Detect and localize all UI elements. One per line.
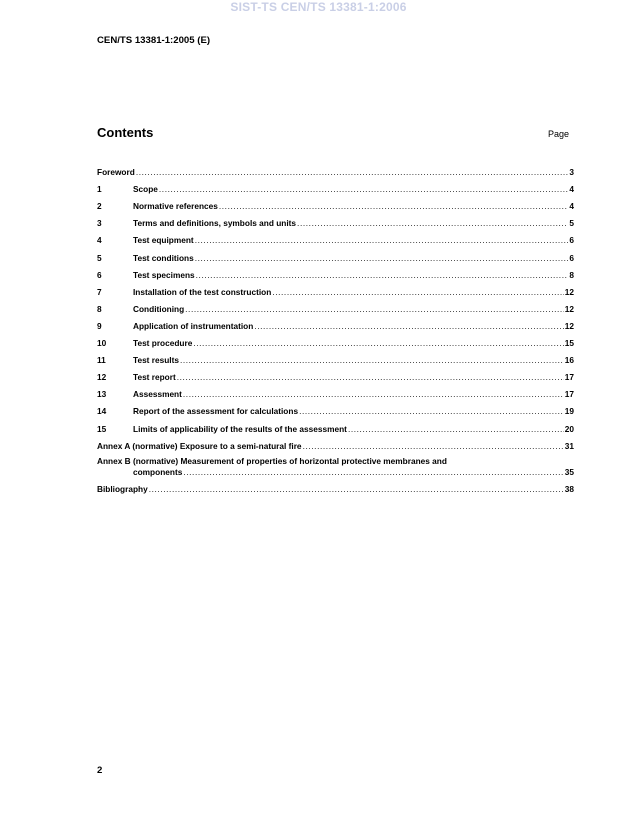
toc-entry-number: 3 xyxy=(97,218,102,229)
toc-entry-page: 12 xyxy=(564,286,574,297)
toc-entry-number: 8 xyxy=(97,303,102,314)
toc-entry-page: 20 xyxy=(564,423,574,434)
toc-entry-number: 1 xyxy=(97,184,102,195)
leader-dots xyxy=(297,217,568,229)
toc-entry[interactable] xyxy=(97,332,574,349)
leader-dots xyxy=(149,483,564,495)
toc-entry-page: 19 xyxy=(564,406,574,417)
toc-entry-title: Scope xyxy=(133,184,158,195)
toc-entry-title: Test report xyxy=(133,372,176,383)
toc-entry-title: Test specimens xyxy=(133,269,195,280)
toc-entry[interactable] xyxy=(97,417,574,434)
leader-dots xyxy=(183,467,563,478)
toc-entry[interactable] xyxy=(97,178,574,195)
toc-entry-title: Test conditions xyxy=(133,252,194,263)
leader-dots xyxy=(185,303,564,315)
toc-entry-title: Assessment xyxy=(133,389,182,400)
toc-entry-number: 12 xyxy=(97,372,107,383)
toc-entry[interactable] xyxy=(97,264,574,281)
toc-entry-number: 9 xyxy=(97,320,102,331)
toc-entry-number: 2 xyxy=(97,201,102,212)
toc-entry-number: 13 xyxy=(97,389,107,400)
toc-entry[interactable] xyxy=(97,229,574,246)
toc-entry-annex-b[interactable] xyxy=(97,456,574,478)
leader-dots xyxy=(299,405,564,417)
toc-entry-number: 6 xyxy=(97,269,102,280)
toc-entry-title: Test results xyxy=(133,355,179,366)
leader-dots xyxy=(195,252,569,264)
toc-entry-title: Conditioning xyxy=(133,303,185,314)
toc-entry-title: Bibliography xyxy=(97,483,148,494)
toc-entry-page: 17 xyxy=(564,372,574,383)
toc-entry-title: Terms and definitions, symbols and units xyxy=(133,218,297,229)
toc-entry-page: 5 xyxy=(569,218,574,229)
toc-entry-title: Annex A (normative) Exposure to a semi-natural fire xyxy=(97,440,302,451)
toc-entry-bibliography[interactable] xyxy=(97,478,574,495)
watermark: SIST-TS CEN/TS 13381-1:2006 xyxy=(230,0,407,14)
leader-dots xyxy=(183,388,564,400)
page-number: 2 xyxy=(97,765,103,776)
leader-dots xyxy=(303,440,564,452)
leader-dots xyxy=(272,286,563,298)
toc-entry-title: Foreword xyxy=(97,167,135,178)
toc-entry-page: 6 xyxy=(569,252,574,263)
leader-dots xyxy=(254,320,563,332)
toc-entry-number: 4 xyxy=(97,235,102,246)
leader-dots xyxy=(195,234,569,246)
toc-entry[interactable] xyxy=(97,315,574,332)
table-of-contents xyxy=(97,161,574,495)
toc-entry[interactable] xyxy=(97,161,574,178)
toc-entry-page: 15 xyxy=(564,338,574,349)
leader-dots xyxy=(348,423,564,435)
toc-entry-number: 11 xyxy=(97,355,106,366)
leader-dots xyxy=(219,200,569,212)
toc-entry-title: Normative references xyxy=(133,201,218,212)
toc-entry[interactable] xyxy=(97,349,574,366)
leader-dots xyxy=(177,371,564,383)
toc-entry-page: 3 xyxy=(569,167,574,178)
leader-dots xyxy=(196,269,569,281)
leader-dots xyxy=(180,354,564,366)
leader-dots xyxy=(136,166,569,178)
leader-dots xyxy=(159,183,568,195)
toc-entry-number: 10 xyxy=(97,338,107,349)
toc-entry-page: 17 xyxy=(564,389,574,400)
toc-entry-title: Application of instrumentation xyxy=(133,320,254,331)
toc-entry-title: Annex B (normative) Measurement of properties of horizontal protective membranes and xyxy=(97,455,447,466)
toc-entry-page: 38 xyxy=(564,483,574,494)
toc-entry[interactable] xyxy=(97,400,574,417)
toc-entry-number: 5 xyxy=(97,252,102,263)
toc-entry-title: Installation of the test construction xyxy=(133,286,272,297)
toc-entry-number: 14 xyxy=(97,406,107,417)
toc-entry-page: 6 xyxy=(569,235,574,246)
toc-entry-page: 12 xyxy=(564,303,574,314)
toc-entry[interactable] xyxy=(97,435,574,452)
toc-entry-title: Test procedure xyxy=(133,338,193,349)
toc-entry-number: 15 xyxy=(97,423,107,434)
toc-entry[interactable] xyxy=(97,246,574,263)
toc-entry-page: 4 xyxy=(569,201,574,212)
toc-entry-title: Limits of applicability of the results of the assessment xyxy=(133,423,347,434)
toc-entry-page: 8 xyxy=(569,269,574,280)
page-column-label: Page xyxy=(548,129,570,139)
toc-entry-title: Report of the assessment for calculations xyxy=(133,406,299,417)
toc-entry[interactable] xyxy=(97,383,574,400)
toc-entry[interactable] xyxy=(97,195,574,212)
toc-entry[interactable] xyxy=(97,281,574,298)
document-id-header: CEN/TS 13381-1:2005 (E) xyxy=(97,35,211,46)
toc-entry-title-continued: components xyxy=(133,466,183,477)
toc-entry-number: 7 xyxy=(97,286,102,297)
toc-entry-page: 31 xyxy=(564,440,574,451)
toc-entry[interactable] xyxy=(97,298,574,315)
toc-entry[interactable] xyxy=(97,212,574,229)
toc-entry-page: 4 xyxy=(569,184,574,195)
toc-entry-title: Test equipment xyxy=(133,235,194,246)
contents-heading: Contents xyxy=(97,125,154,140)
leader-dots xyxy=(193,337,563,349)
toc-entry-page: 35 xyxy=(564,466,574,477)
toc-entry-page: 16 xyxy=(564,355,574,366)
toc-entry[interactable] xyxy=(97,366,574,383)
toc-entry-page: 12 xyxy=(564,320,574,331)
